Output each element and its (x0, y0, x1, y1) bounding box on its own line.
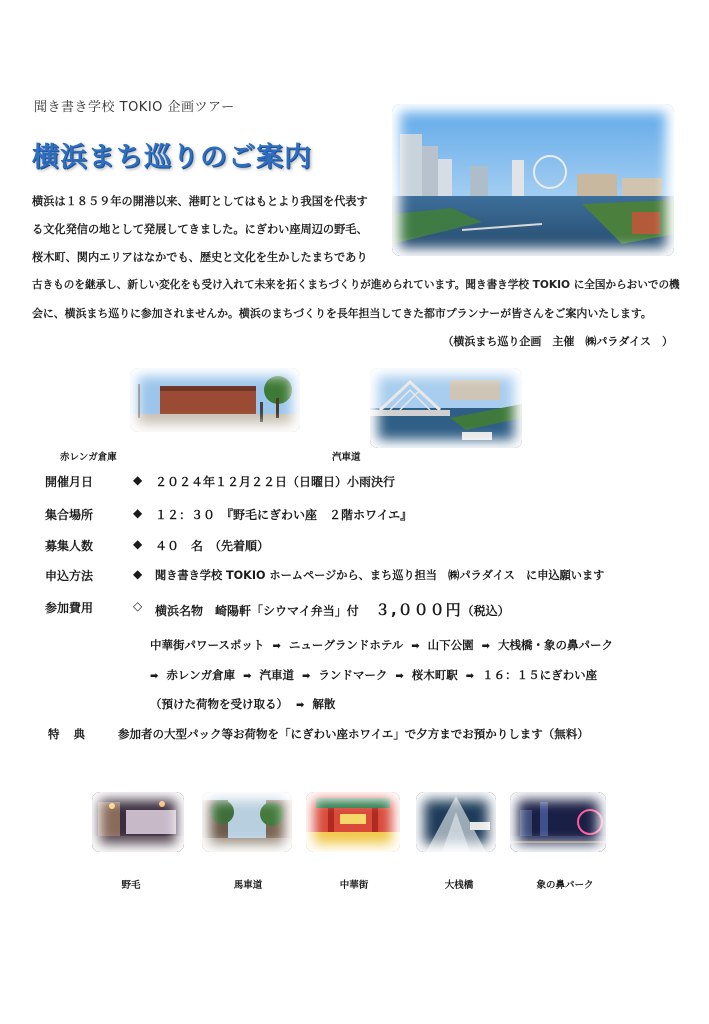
intro-line-5: 会に、横浜まち巡りに参加されませんか。横浜のまちづくりを長年担当してきた都市プランナーが皆さんをご案内いたします。 (32, 307, 652, 320)
route-stop: ランドマーク (318, 668, 388, 682)
intro-line-2: る文化発信の地として発展してきました。にぎわい座周辺の野毛、 (32, 223, 368, 236)
route-stop: 桜木町駅 (411, 668, 458, 682)
route-line-2 (150, 667, 597, 683)
info-fee-tax: （税込） (461, 604, 510, 618)
thumb-caption-zonohana: 象の鼻パーク (536, 880, 594, 891)
info-fee-value (155, 599, 510, 620)
thumb-caption-osanbashi: 大桟橋 (444, 880, 474, 891)
intro-line-1: 横浜は１８５９年の開港以来、港町としてはもとより我国を代表す (32, 195, 368, 208)
special-benefit-text: 参加者の大型パック等お荷物を「にぎわい座ホワイエ」で夕方までお預かりします（無料） (118, 727, 589, 741)
route-stop: 赤レンガ倉庫 (166, 668, 236, 682)
thumb-noge (92, 792, 184, 852)
diamond-bullet-icon: ◆ (133, 567, 143, 581)
arrow-right-icon: ➡ (302, 671, 311, 682)
diamond-bullet-icon: ◆ (133, 473, 143, 487)
info-date-label: 開催月日 (45, 475, 94, 489)
thumb-zonohana-park (510, 792, 606, 852)
organizer-note: （横浜まち巡り企画 主催 ㈱パラダイス ） (442, 335, 673, 348)
thumb-osanbashi (416, 792, 496, 852)
arrow-right-icon: ➡ (481, 641, 491, 652)
info-date-value: ２０２４年１２月２２日（日曜日）小雨決行 (155, 475, 396, 489)
info-capacity-value: ４０ 名 （先着順） (155, 539, 270, 553)
page-title: 横浜まち巡りのご案内 (32, 142, 312, 173)
caption-kishamichi: 汽車道 (332, 452, 361, 463)
info-fee-description: 横浜名物 崎陽軒「シウマイ弁当」付 (155, 604, 359, 618)
route-stop: 中華街パワースポット (150, 638, 265, 652)
thumb-caption-noge: 野毛 (121, 880, 141, 891)
route-stop: １６：１５にぎわい座 (482, 668, 598, 682)
info-meeting-value: １２：３０ 『野毛にぎわい座 ２階ホワイエ』 (155, 508, 413, 522)
arrow-right-icon: ➡ (243, 671, 252, 682)
route-stop: 解散 (312, 697, 336, 711)
intro-line-4: 古きものを継承し、新しい変化をも受け入れて未来を拓くまちづくりが進められています。聞き書き学校 TOKIO に全国からおいでの機 (32, 279, 680, 291)
hero-photo-minatomirai (392, 104, 674, 256)
arrow-right-icon: ➡ (395, 671, 404, 682)
route-stop: 汽車道 (259, 668, 294, 682)
thumb-caption-bashamichi: 馬車道 (233, 880, 263, 891)
route-stop: （預けた荷物を受け取る） (150, 697, 288, 711)
arrow-right-icon: ➡ (465, 671, 475, 682)
photo-red-brick-warehouse (130, 368, 300, 432)
arrow-right-icon: ➡ (411, 641, 420, 652)
route-stop-lead-arrow: ➡ (150, 671, 159, 682)
thumb-bashamichi (202, 792, 292, 852)
hollow-diamond-bullet-icon: ◇ (133, 599, 143, 613)
info-fee-price: ３,０００円 (374, 601, 462, 619)
info-application-label: 申込方法 (45, 569, 94, 583)
route-line-1 (150, 637, 613, 653)
info-capacity-label: 募集人数 (45, 539, 94, 553)
diamond-bullet-icon: ◆ (133, 506, 143, 520)
arrow-right-icon: ➡ (272, 641, 281, 652)
route-stop: 山下公園 (427, 638, 474, 652)
route-stop: ニューグランドホテル (288, 638, 404, 652)
photo-kishamichi (370, 368, 522, 448)
diamond-bullet-icon: ◆ (133, 537, 143, 551)
special-benefit-label: 特典 (48, 727, 99, 741)
caption-red-brick: 赤レンガ倉庫 (60, 452, 117, 463)
route-line-3 (150, 696, 335, 712)
arrow-right-icon: ➡ (296, 700, 305, 711)
tour-subtitle: 聞き書き学校 TOKIO 企画ツアー (34, 100, 235, 115)
thumb-caption-chinatown: 中華街 (339, 880, 369, 891)
thumb-chinatown (306, 792, 400, 852)
info-application-value: 聞き書き学校 TOKIO ホームページから、まち巡り担当 ㈱パラダイス に申込願います (155, 569, 605, 582)
info-fee-label: 参加費用 (45, 601, 94, 615)
info-meeting-label: 集合場所 (45, 508, 94, 522)
route-stop: 大桟橋・象の鼻パーク (498, 638, 614, 652)
intro-line-3: 桜木町、関内エリアはなかでも、歴史と文化を生かしたまちであり (32, 251, 368, 264)
